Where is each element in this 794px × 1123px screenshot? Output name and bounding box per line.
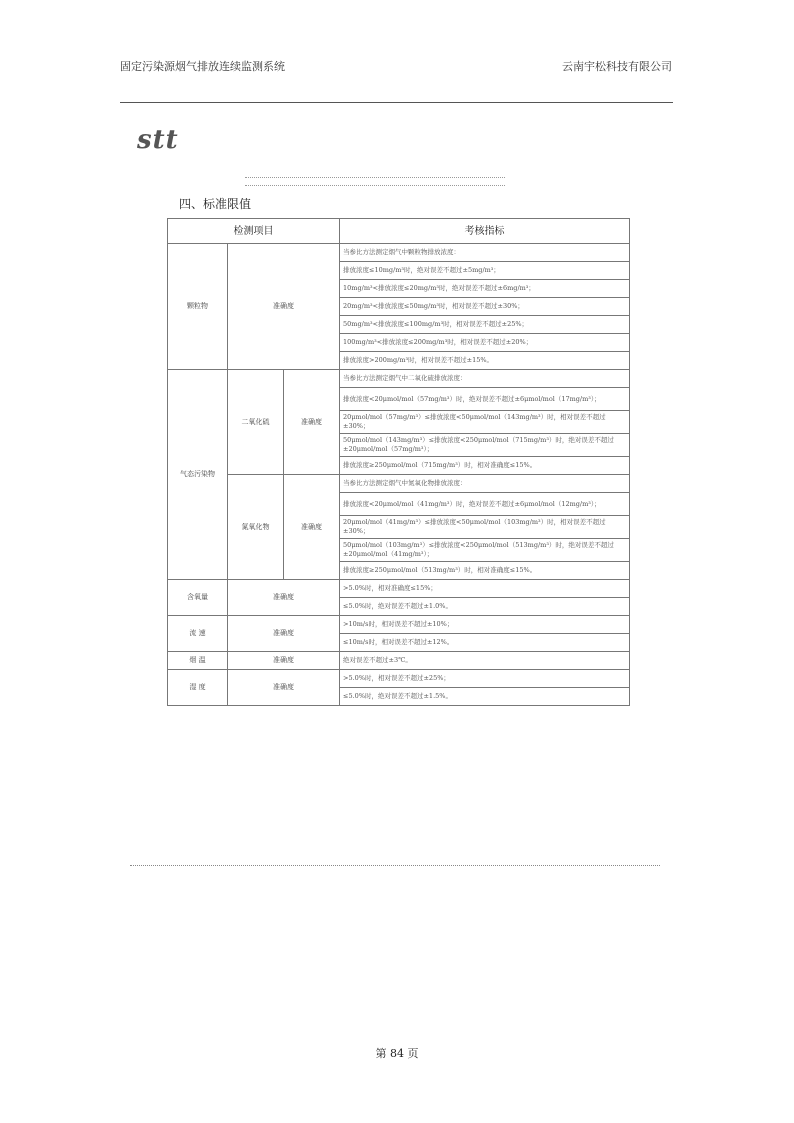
method-cell: 准确度 [228,652,340,670]
method-cell: 准确度 [228,580,340,616]
header-rule [120,102,673,103]
criteria-cell: 排放浓度≤10mg/m³时，绝对误差不超过±5mg/m³； [340,262,630,280]
item-cell: 含氧量 [168,580,228,616]
report-logo: stt [137,125,179,155]
standard-limits-table [167,218,630,706]
criteria-cell: 排放浓度>200mg/m³时，相对误差不超过±15%。 [340,352,630,370]
sub-item-cell: 二氧化硫 [228,370,284,475]
criteria-cell: 50μmol/mol（103mg/m³）≤排放浓度<250μmol/mol（513mg/m³）时，绝对误差不超过±20μmol/mol（41mg/m³）； [340,539,630,562]
table-row [168,616,630,634]
criteria-cell: 20μmol/mol（41mg/m³）≤排放浓度<50μmol/mol（103mg/m³）时，相对误差不超过±30%； [340,516,630,539]
criteria-cell: 当参比方法测定烟气中二氧化硫排放浓度： [340,370,630,388]
table-row [168,670,630,688]
criteria-cell: 20mg/m³<排放浓度≤50mg/m³时，相对误差不超过±30%； [340,298,630,316]
method-cell: 准确度 [284,370,340,475]
criteria-cell: 50μmol/mol（143mg/m³）≤排放浓度<250μmol/mol（715mg/m³）时，绝对误差不超过±20μmol/mol（57mg/m³）； [340,434,630,457]
criteria-cell: >5.0%时，相对误差不超过±25%； [340,670,630,688]
header-company-name: 云南宇松科技有限公司 [562,60,672,73]
section-title: 四、标准限值 [179,197,252,211]
criteria-cell: 20μmol/mol（57mg/m³）≤排放浓度<50μmol/mol（143mg/m³）时，相对误差不超过±30%； [340,411,630,434]
report-footer-rule [130,865,660,866]
table-header-row [168,219,630,244]
method-cell: 准确度 [228,244,340,370]
col-header-item: 检测项目 [168,219,340,244]
criteria-cell: ≤5.0%时，绝对误差不超过±1.5%。 [340,688,630,706]
criteria-cell: 当参比方法测定烟气中氮氧化物排放浓度： [340,475,630,493]
embedded-report-page [135,125,655,885]
method-cell: 准确度 [284,475,340,580]
col-header-criteria: 考核指标 [340,219,630,244]
criteria-cell: 排放浓度<20μmol/mol（57mg/m³）时，绝对误差不超过±6μmol/mol（17mg/m³）； [340,388,630,411]
criteria-cell: 排放浓度≥250μmol/mol（715mg/m³）时，相对准确度≤15%。 [340,457,630,475]
item-cell: 气态污染物 [168,370,228,580]
item-cell: 烟 温 [168,652,228,670]
method-cell: 准确度 [228,616,340,652]
method-cell: 准确度 [228,670,340,706]
criteria-cell: ≤5.0%时，绝对误差不超过±1.0%。 [340,598,630,616]
criteria-cell: 当参比方法测定烟气中颗粒物排放浓度： [340,244,630,262]
item-cell: 颗粒物 [168,244,228,370]
meta-line-2 [245,185,505,186]
criteria-cell: 绝对误差不超过±3℃。 [340,652,630,670]
table-row [168,652,630,670]
meta-line-1 [245,177,505,178]
table-row [168,580,630,598]
table-row [168,370,630,388]
criteria-cell: >10m/s时，相对误差不超过±10%； [340,616,630,634]
item-cell: 流 速 [168,616,228,652]
table-row [168,475,630,493]
criteria-cell: 50mg/m³<排放浓度≤100mg/m³时，相对误差不超过±25%； [340,316,630,334]
criteria-cell: 排放浓度≥250μmol/mol（513mg/m³）时，相对准确度≤15%。 [340,562,630,580]
criteria-cell: >5.0%时，相对准确度≤15%； [340,580,630,598]
criteria-cell: 10mg/m³<排放浓度≤20mg/m³时，绝对误差不超过±6mg/m³； [340,280,630,298]
sub-item-cell: 氮氧化物 [228,475,284,580]
criteria-cell: ≤10m/s时，相对误差不超过±12%。 [340,634,630,652]
criteria-cell: 100mg/m³<排放浓度≤200mg/m³时，相对误差不超过±20%； [340,334,630,352]
item-cell: 湿 度 [168,670,228,706]
header-company-system: 固定污染源烟气排放连续监测系统 [120,60,285,73]
page-number: 第 84 页 [375,1047,419,1060]
criteria-cell: 排放浓度<20μmol/mol（41mg/m³）时，绝对误差不超过±6μmol/mol（12mg/m³）； [340,493,630,516]
table-row [168,244,630,262]
